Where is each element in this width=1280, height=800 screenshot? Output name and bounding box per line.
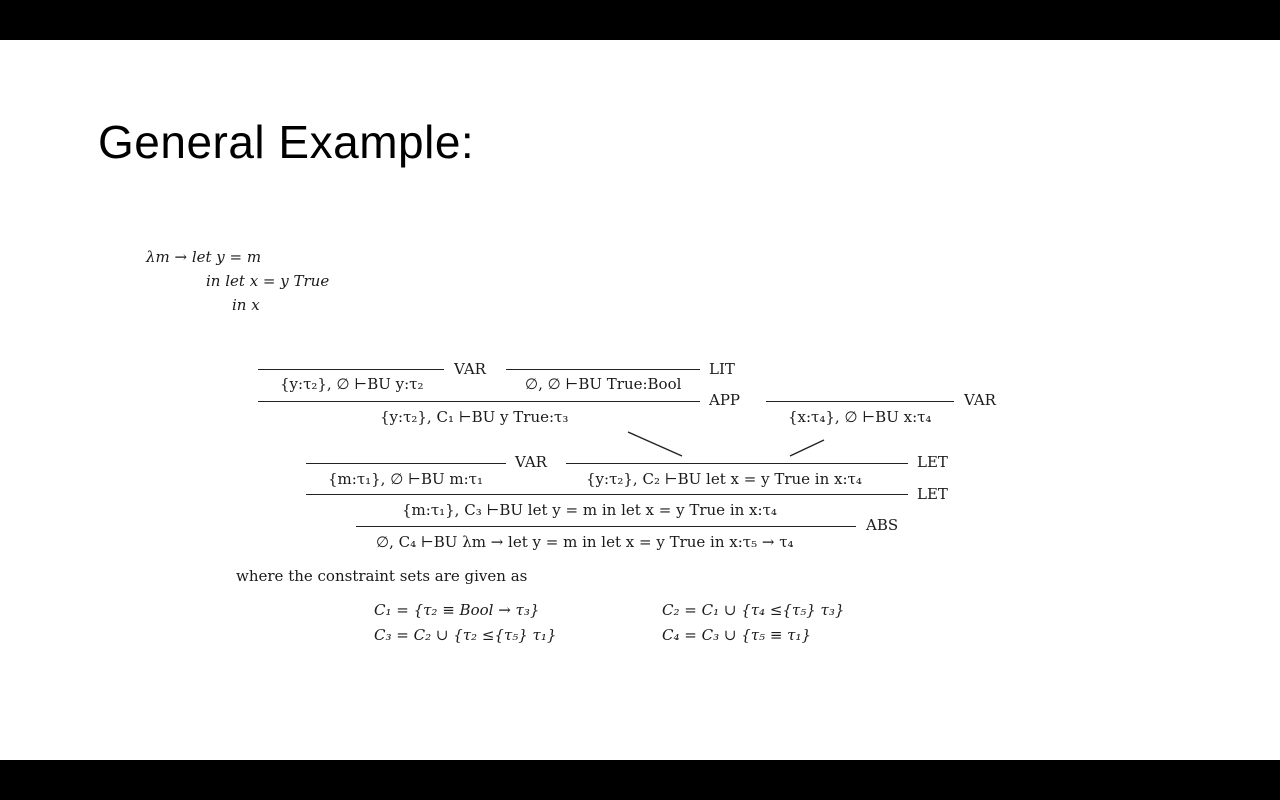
abs-conclusion: ∅, C₄ ⊢BU λm → let y = m in let x = y True in x:τ₅ → τ₄ bbox=[376, 533, 794, 551]
let2-rule-label: LET bbox=[917, 485, 948, 503]
slide-title: General Example: bbox=[98, 116, 475, 168]
let1-conclusion: {y:τ₂}, C₂ ⊢BU let x = y True in x:τ₄ bbox=[586, 470, 862, 488]
program-line-1: λm → let y = m bbox=[146, 248, 262, 266]
program-line-2: in let x = y True bbox=[206, 272, 330, 290]
constraint-c2: C₂ = C₁ ∪ {τ₄ ≤{τ₅} τ₃} bbox=[662, 601, 845, 619]
constraint-c3: C₃ = C₂ ∪ {τ₂ ≤{τ₅} τ₁} bbox=[374, 626, 557, 644]
let2-conclusion: {m:τ₁}, C₃ ⊢BU let y = m in let x = y True in x:τ₄ bbox=[402, 501, 777, 519]
constraints-intro: where the constraint sets are given as bbox=[236, 567, 528, 585]
lit-conclusion: ∅, ∅ ⊢BU True:Bool bbox=[525, 375, 682, 393]
derivation-connectors bbox=[0, 40, 1280, 760]
app-conclusion: {y:τ₂}, C₁ ⊢BU y True:τ₃ bbox=[380, 408, 569, 426]
let1-rule-label: LET bbox=[917, 453, 948, 471]
lit-rule-label: LIT bbox=[709, 360, 735, 378]
var2-rule-label: VAR bbox=[964, 391, 996, 409]
var1-rule-label: VAR bbox=[454, 360, 486, 378]
var1-conclusion: {y:τ₂}, ∅ ⊢BU y:τ₂ bbox=[280, 375, 424, 393]
program-line-3: in x bbox=[232, 296, 260, 314]
constraint-c1: C₁ = {τ₂ ≡ Bool → τ₃} bbox=[374, 601, 540, 619]
var3-rule-label: VAR bbox=[515, 453, 547, 471]
var3-conclusion: {m:τ₁}, ∅ ⊢BU m:τ₁ bbox=[328, 470, 483, 488]
abs-rule-label: ABS bbox=[866, 516, 899, 534]
var2-conclusion: {x:τ₄}, ∅ ⊢BU x:τ₄ bbox=[788, 408, 932, 426]
app-rule-label: APP bbox=[709, 391, 741, 409]
constraint-c4: C₄ = C₃ ∪ {τ₅ ≡ τ₁} bbox=[662, 626, 812, 644]
connector-var-to-let bbox=[790, 440, 824, 456]
connector-app-to-let bbox=[628, 432, 682, 456]
slide bbox=[0, 40, 1280, 760]
